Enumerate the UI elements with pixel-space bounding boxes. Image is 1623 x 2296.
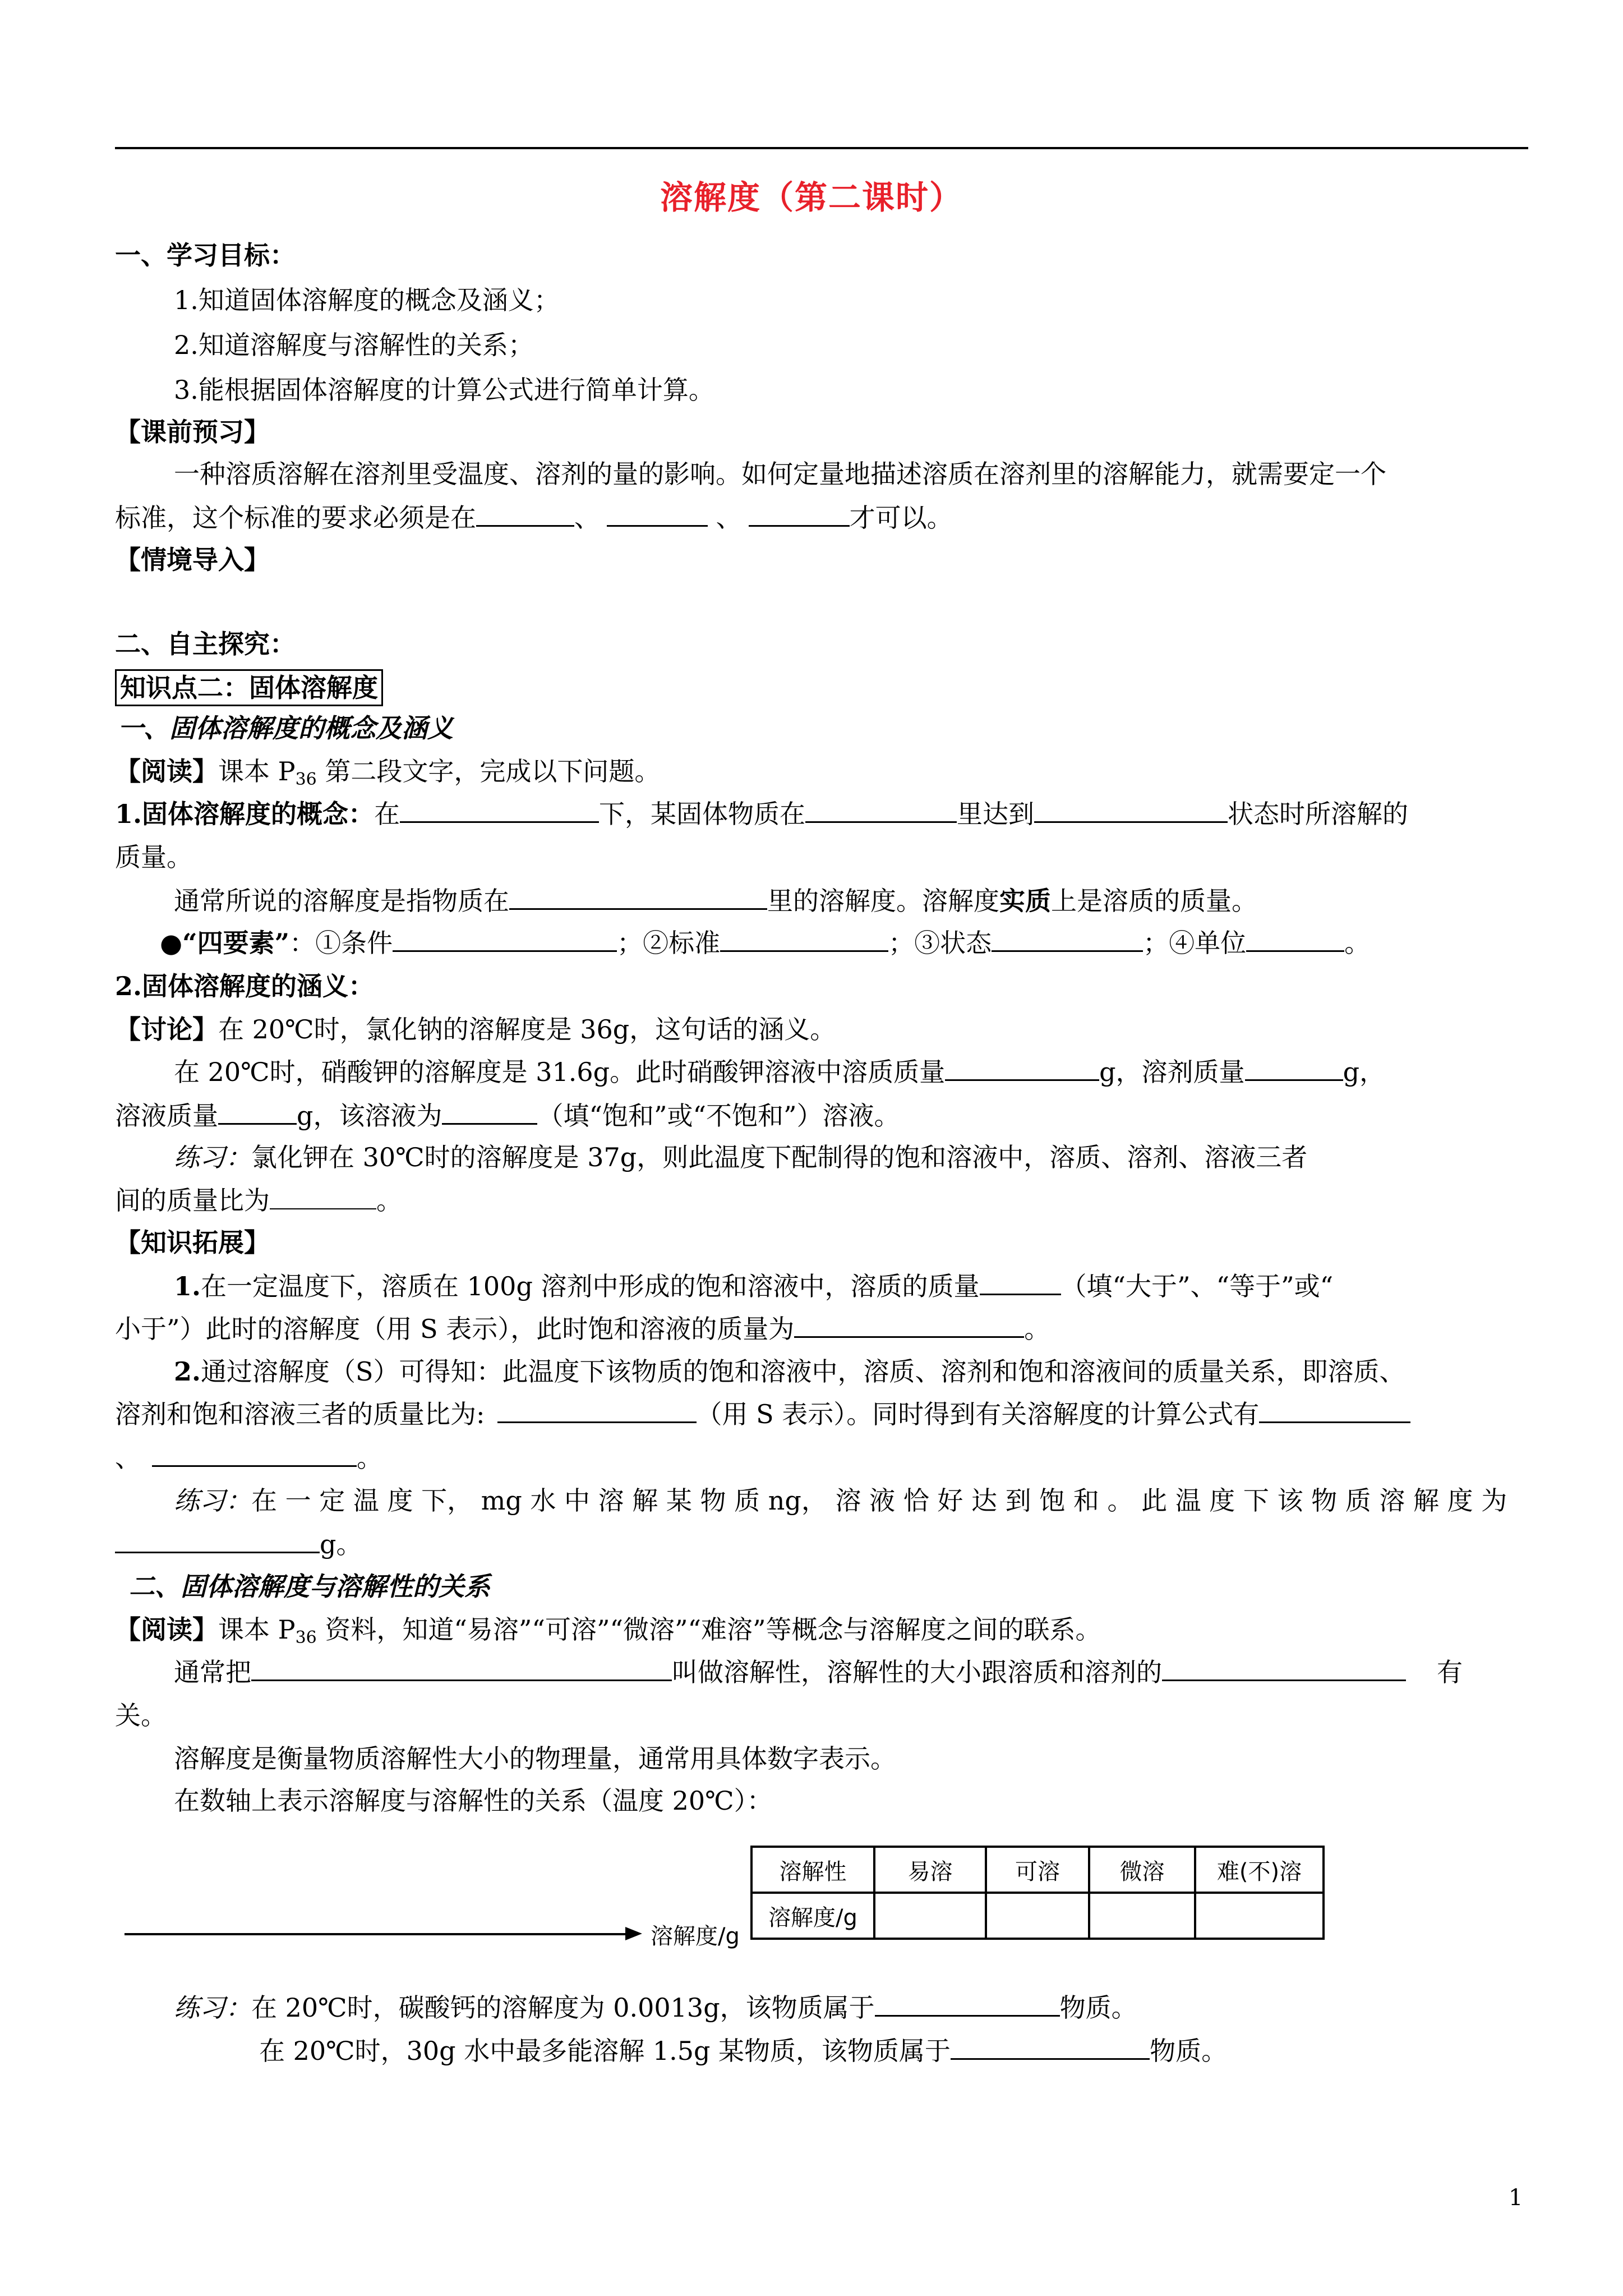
exercise-label: 练习： [174, 1142, 251, 1172]
text: 物质。 [1059, 1993, 1137, 2023]
text: 叫做溶解性，溶解性的大小跟溶质和溶剂的 [672, 1657, 1162, 1687]
table-row [751, 1847, 1324, 1893]
text: 。 [357, 1443, 382, 1473]
knowledge-point-box [115, 669, 383, 706]
table-cell: 难(不)溶 [1195, 1847, 1324, 1893]
preview-text-2b: 才可以。 [849, 503, 953, 533]
text-emphasis: 实质 [999, 886, 1051, 916]
number-line-label: 溶解度/g [651, 1924, 740, 1949]
text: g，该溶液为 [297, 1101, 442, 1131]
blank[interactable] [1259, 1397, 1410, 1423]
text: 氯化钾在 30℃时的溶解度是 37g，则此温度下配制得的饱和溶液中，溶质、溶剂、溶液三者 [251, 1142, 1308, 1172]
header-rule [115, 147, 1528, 149]
text: 在 20℃时，氯化钠的溶解度是 36g，这句话的涵义。 [218, 1014, 836, 1045]
text: （填“饱和”或“不饱和”）溶液。 [537, 1101, 900, 1131]
blank[interactable] [1034, 797, 1228, 823]
exercise-2-line-1 [174, 1484, 1507, 1517]
extension-1-line-1 [174, 1269, 1333, 1303]
blank[interactable] [393, 926, 617, 952]
blank[interactable] [218, 1098, 297, 1125]
discussion-label: 【讨论】 [115, 1014, 218, 1045]
table-cell: 溶解性 [751, 1847, 874, 1893]
text: ；②标准 [617, 928, 721, 958]
text: g，溶剂质量 [1099, 1057, 1245, 1087]
blank[interactable] [251, 1655, 672, 1681]
goal-3: 3.能根据固体溶解度的计算公式进行简单计算。 [174, 375, 714, 405]
blank[interactable] [509, 884, 767, 910]
text: 在 20℃时，碳酸钙的溶解度为 0.0013g，该物质属于 [251, 1993, 875, 2023]
read-2 [115, 1613, 1101, 1655]
blank[interactable] [749, 500, 850, 527]
blank[interactable] [400, 797, 599, 823]
text: 通常把 [174, 1657, 251, 1687]
read-text: 课本 P [218, 1614, 296, 1645]
knowledge-point-label: 知识点二：固体溶解度 [115, 669, 383, 706]
four-elements-label: “四要素” [182, 928, 290, 958]
page-subscript: 36 [295, 1628, 317, 1648]
item-number: 2. [174, 1356, 201, 1387]
table-row [751, 1893, 1324, 1939]
blank[interactable] [152, 1441, 357, 1467]
exercise-label: 练习： [174, 1993, 251, 2023]
section1-heading: 一、学习目标： [115, 240, 296, 270]
table-cell-blank[interactable] [1195, 1893, 1324, 1939]
text: 上是溶质的质量。 [1051, 886, 1257, 916]
table-cell-blank[interactable] [986, 1893, 1089, 1939]
text: 间的质量比为 [115, 1185, 270, 1216]
text: 在 一 定 温 度 下， mg 水 中 溶 解 某 物 质 ng， 溶 液 恰 好 达 到 饱 和 。 此 温 度 下 该 物 质 溶 解 度 为 [251, 1485, 1507, 1516]
table-cell-blank[interactable] [874, 1893, 986, 1939]
kno3-line-1 [174, 1055, 1385, 1089]
text: （填“大于”、“等于”或“ [1061, 1271, 1334, 1301]
text: 溶液质量 [115, 1101, 218, 1131]
read-text: 第二段文字，完成以下问题。 [316, 756, 661, 786]
blank[interactable] [980, 1269, 1061, 1295]
text: 。 [1344, 928, 1371, 958]
page-title: 溶解度（第二课时） [660, 178, 963, 217]
extension-2-line-3 [115, 1441, 382, 1475]
preview-text-2 [115, 500, 953, 535]
table-cell: 微溶 [1089, 1847, 1195, 1893]
extension-2-line-1 [174, 1355, 1405, 1388]
read-label: 【阅读】 [115, 756, 218, 786]
text: 溶剂和饱和溶液三者的质量比为: [115, 1399, 485, 1429]
number-line [125, 1933, 629, 1935]
blank[interactable] [270, 1184, 376, 1209]
table-cell: 易溶 [874, 1847, 986, 1893]
read-text: 课本 P [218, 756, 296, 786]
text: 里达到 [957, 799, 1035, 829]
goal-2: 2.知道溶解度与溶解性的关系； [174, 330, 534, 360]
read-text: 资料，知道“易溶”“可溶”“微溶”“难溶”等概念与溶解度之间的联系。 [316, 1614, 1101, 1645]
blank[interactable] [1246, 926, 1344, 952]
separator: 、 [708, 503, 742, 533]
item-number: 1. [174, 1271, 201, 1301]
text: 在一定温度下，溶质在 100g 溶剂中形成的饱和溶液中，溶质的质量 [201, 1271, 980, 1301]
solubility-line-3: 溶解度是衡量物质溶解性大小的物理量，通常用具体数字表示。 [174, 1743, 896, 1774]
text: ：①条件 [289, 928, 393, 958]
text: 物质。 [1150, 2036, 1228, 2066]
goal-1: 1.知道固体溶解度的概念及涵义； [174, 285, 560, 315]
read-label: 【阅读】 [115, 1614, 218, 1645]
exercise-label: 练习： [174, 1485, 251, 1516]
subsection2-heading: 二、固体溶解度与溶解性的关系 [129, 1571, 490, 1602]
blank[interactable] [875, 1990, 1060, 2017]
table-cell: 溶解度/g [751, 1893, 874, 1939]
meaning-heading: 2.固体溶解度的涵义： [115, 971, 375, 1001]
text: ；④单位 [1143, 928, 1247, 958]
intro-heading: 【情境导入】 [115, 545, 270, 575]
text: 在 20℃时，30g 水中最多能溶解 1.5g 某物质，该物质属于 [259, 2036, 951, 2066]
blank[interactable] [951, 2033, 1150, 2060]
blank[interactable] [945, 1055, 1099, 1081]
text: 小于”）此时的溶解度（用 S 表示），此时饱和溶液的质量为 [115, 1314, 795, 1344]
exercise-3-line [174, 1990, 1137, 2024]
blank[interactable] [1245, 1055, 1343, 1081]
blank[interactable] [476, 500, 574, 527]
text: 里的溶解度。溶解度 [767, 886, 999, 916]
blank[interactable] [805, 797, 957, 823]
concept-line-1 [115, 797, 1408, 831]
text: g， [1343, 1057, 1386, 1087]
separator: 、 [574, 503, 600, 533]
concept-line-3 [174, 884, 1257, 918]
bullet-icon: ● [160, 928, 183, 958]
text: 通常所说的溶解度是指物质在 [174, 886, 509, 916]
blank[interactable] [1162, 1655, 1406, 1681]
solubility-line-2: 关。 [115, 1700, 167, 1731]
read-1 [115, 754, 660, 797]
text: 在 20℃时，硝酸钾的溶解度是 31.6g。此时硝酸钾溶液中溶质质量 [174, 1057, 946, 1087]
text: 有 [1437, 1657, 1463, 1687]
page-number: 1 [1509, 2185, 1523, 2211]
kno3-line-2 [115, 1098, 900, 1133]
text: ；③状态 [888, 928, 992, 958]
extension-2-line-2 [115, 1397, 1410, 1431]
concept-label: 1.固体溶解度的概念： [115, 799, 375, 829]
preview-text-2a: 标准，这个标准的要求必须是在 [115, 503, 476, 533]
concept-line-2: 质量。 [115, 842, 192, 872]
text: 通过溶解度（S）可得知：此温度下该物质的饱和溶液中，溶质、溶剂和饱和溶液间的质量关系，即溶质、 [201, 1356, 1405, 1387]
table-cell: 可溶 [986, 1847, 1089, 1893]
text: 。 [376, 1185, 402, 1216]
extension-1-line-2 [115, 1312, 1050, 1346]
text: g。 [320, 1529, 362, 1559]
solubility-table [750, 1846, 1325, 1940]
blank[interactable] [115, 1527, 320, 1553]
exercise-2-line-2 [115, 1527, 362, 1561]
exercise-1-line-1 [174, 1140, 1307, 1174]
text: 、 [115, 1443, 141, 1473]
blank[interactable] [607, 500, 708, 527]
solubility-line-4: 在数轴上表示溶解度与溶解性的关系（温度 20℃）： [174, 1786, 773, 1816]
blank[interactable] [497, 1397, 697, 1423]
text: 在 [374, 799, 400, 829]
blank[interactable] [442, 1098, 537, 1125]
text: （用 S 表示）。同时得到有关溶解度的计算公式有 [696, 1399, 1260, 1429]
text: 状态时所溶解的 [1228, 799, 1409, 829]
table-cell-blank[interactable] [1089, 1893, 1195, 1939]
solubility-line-1 [174, 1655, 1463, 1689]
arrow-right-icon [625, 1927, 642, 1940]
four-elements-line [160, 926, 1370, 960]
exercise-1-line-2 [115, 1184, 402, 1217]
blank[interactable] [992, 926, 1143, 952]
text: 。 [1024, 1314, 1050, 1344]
discussion-line [115, 1013, 836, 1046]
preview-heading: 【课前预习】 [115, 417, 270, 447]
blank[interactable] [794, 1312, 1024, 1338]
blank[interactable] [720, 926, 888, 952]
text: 下，某固体物质在 [599, 799, 806, 829]
exercise-4-line [259, 2033, 1227, 2068]
preview-text-1: 一种溶质溶解在溶剂里受温度、溶剂的量的影响。如何定量地描述溶质在溶剂里的溶解能力，就需要定一个 [174, 459, 1386, 489]
section2-heading: 二、自主探究： [115, 629, 296, 659]
page-subscript: 36 [295, 770, 317, 789]
extension-heading: 【知识拓展】 [115, 1227, 270, 1258]
subsection1-heading: 一、固体溶解度的概念及涵义 [118, 713, 453, 743]
